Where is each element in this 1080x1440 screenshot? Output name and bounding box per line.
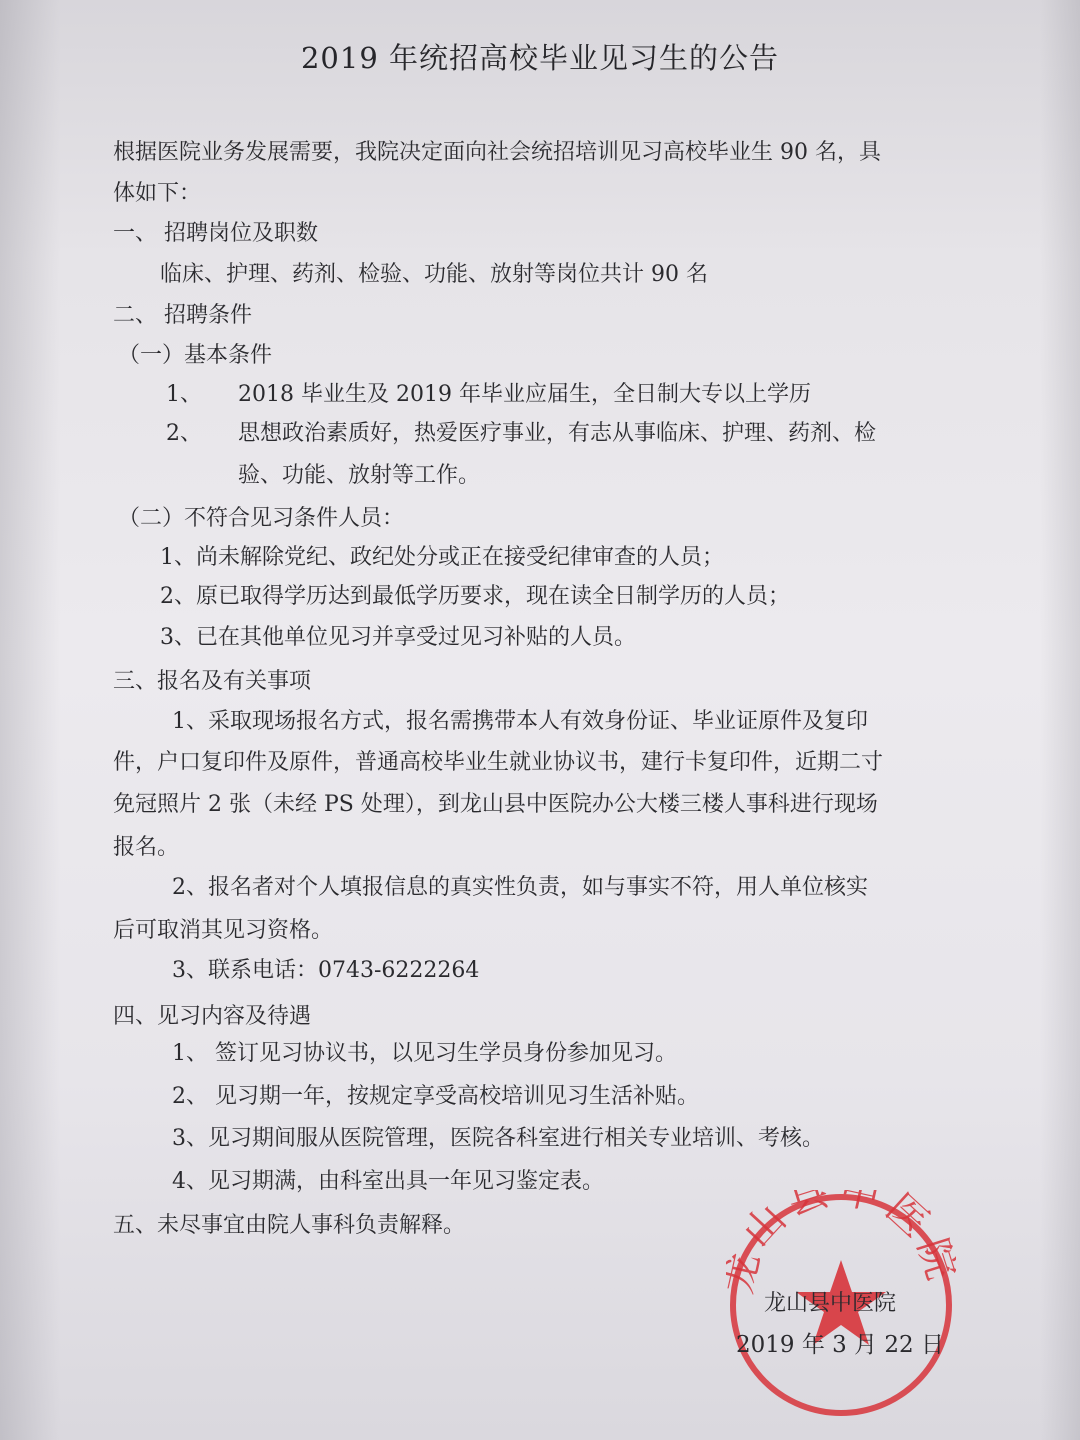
- basic-conditions-heading: （一）基本条件: [118, 343, 273, 368]
- section-4-heading: 四、见习内容及待遇: [113, 1004, 312, 1029]
- excluded-item-3: 3、已在其他单位见习并享受过见习补贴的人员。: [160, 625, 636, 650]
- basic-condition-1-text: 2018 毕业生及 2019 年毕业应届生，全日制大专以上学历: [238, 382, 811, 407]
- signup-item-2-line-1: 2、报名者对个人填报信息的真实性负责，如与事实不符，用人单位核实: [172, 875, 868, 900]
- internship-item-3: 3、见习期间服从医院管理，医院各科室进行相关专业培训、考核。: [172, 1126, 824, 1151]
- intro-line-1: 根据医院业务发展需要，我院决定面向社会统招培训见习高校毕业生 90 名，具: [113, 140, 881, 165]
- excluded-item-1: 1、尚未解除党纪、政纪处分或正在接受纪律审查的人员；: [160, 545, 724, 570]
- section-1-heading: 一、 招聘岗位及职数: [113, 221, 318, 246]
- section-1-body: 临床、护理、药剂、检验、功能、放射等岗位共计 90 名: [160, 262, 708, 287]
- basic-condition-2-text-a: 思想政治素质好，热爱医疗事业，有志从事临床、护理、药剂、检: [238, 421, 877, 446]
- page-shadow-right: [1040, 0, 1080, 1440]
- signup-item-1-line-2: 件，户口复印件及原件，普通高校毕业生就业协议书，建行卡复印件，近期二寸: [113, 750, 884, 775]
- seal-text: 山县中医: [734, 1190, 942, 1257]
- internship-item-4: 4、见习期满，由科室出具一年见习鉴定表。: [172, 1169, 604, 1194]
- signature-organization: 龙山县中医院: [764, 1291, 897, 1316]
- page-shadow-left: [0, 0, 60, 1440]
- section-3-heading: 三、报名及有关事项: [113, 669, 312, 694]
- basic-condition-2-text-b: 验、功能、放射等工作。: [238, 463, 481, 488]
- section-5-heading: 五、未尽事宜由院人事科负责解释。: [113, 1213, 466, 1238]
- excluded-item-2: 2、原已取得学历达到最低学历要求，现在读全日制学历的人员；: [160, 584, 790, 609]
- signup-item-2-line-2: 后可取消其见习资格。: [113, 918, 334, 943]
- signup-item-1-line-4: 报名。: [113, 835, 180, 860]
- basic-condition-1-number: 1、: [166, 382, 202, 407]
- document-title: 2019 年统招高校毕业见习生的公告: [300, 41, 780, 75]
- signature-date: 2019 年 3 月 22 日: [736, 1332, 944, 1358]
- signup-item-1-line-1: 1、采取现场报名方式，报名需携带本人有效身份证、毕业证原件及复印: [172, 709, 868, 734]
- signup-item-1-line-3: 免冠照片 2 张（未经 PS 处理），到龙山县中医院办公大楼三楼人事科进行现场: [113, 792, 878, 817]
- internship-item-1: 1、 签订见习协议书，以见习生学员身份参加见习。: [172, 1041, 677, 1066]
- internship-item-2: 2、 见习期一年，按规定享受高校培训见习生活补贴。: [172, 1084, 699, 1109]
- basic-condition-2-number: 2、: [166, 421, 202, 446]
- section-2-heading: 二、 招聘条件: [113, 303, 252, 328]
- intro-line-2: 体如下：: [113, 181, 202, 206]
- contact-phone: 3、联系电话：0743-6222264: [172, 958, 480, 983]
- excluded-heading: （二）不符合见习条件人员：: [118, 506, 405, 531]
